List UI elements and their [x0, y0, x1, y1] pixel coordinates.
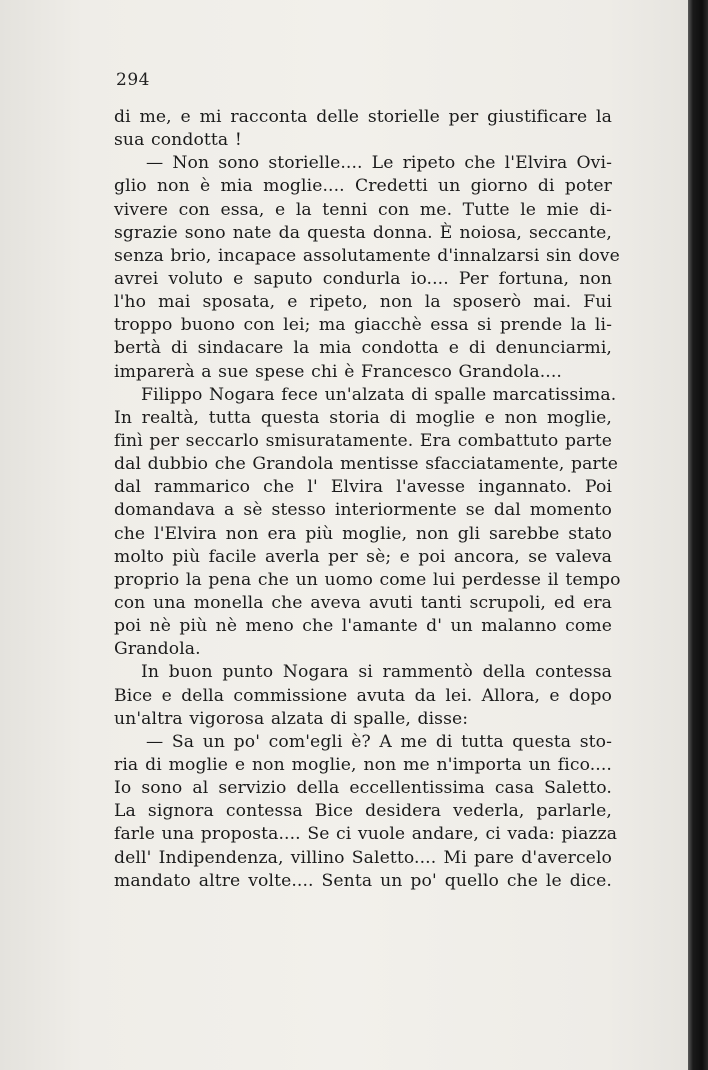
text-line: proprio la pena che un uomo come lui perdesse il tempo	[114, 569, 621, 590]
text-line: vivere con essa, e la tenni con me. Tutte le mie di-	[114, 199, 612, 220]
text-line: — Sa un po' com'egli è? A me di tutta questa sto-	[146, 731, 612, 752]
text-line: bertà di sindacare la mia condotta e di denunciarmi,	[114, 338, 612, 359]
text-line: dell' Indipendenza, villino Saletto.... Mi pare d'avercelo	[114, 847, 612, 868]
text-line: sua condotta !	[114, 130, 242, 151]
text-line: con una monella che aveva avuti tanti scrupoli, ed era	[114, 592, 612, 613]
text-line: Io sono al servizio della eccellentissima casa Saletto.	[114, 778, 612, 799]
text-line: poi nè più nè meno che l'amante d' un malanno come	[114, 616, 612, 637]
text-line: dal rammarico che l' Elvira l'avesse ingannato. Poi	[114, 477, 612, 498]
text-line: farle una proposta.... Se ci vuole andare, ci vada: piazza	[114, 824, 618, 845]
text-line: sgrazie sono nate da questa donna. È noiosa, seccante,	[114, 222, 612, 243]
text-line: l'ho mai sposata, e ripeto, non la sposerò mai. Fui	[114, 292, 612, 313]
text-line: dal dubbio che Grandola mentisse sfacciatamente, parte	[114, 454, 619, 475]
text-line: Grandola.	[114, 639, 201, 660]
text-line: mandato altre volte.... Senta un po' quello che le dice.	[114, 870, 612, 891]
text-line: In buon punto Nogara si rammentò della contessa	[141, 662, 612, 683]
text-line: molto più facile averla per sè; e poi ancora, se valeva	[114, 546, 612, 567]
text-line: troppo buono con lei; ma giacchè essa si prende la li-	[114, 315, 612, 336]
text-line: imparerà a sue spese chi è Francesco Grandola....	[114, 361, 562, 382]
text-line: Bice e della commissione avuta da lei. Allora, e dopo	[114, 685, 612, 706]
text-line: senza brio, incapace assolutamente d'innalzarsi sin dove	[114, 245, 620, 266]
body-text	[114, 106, 621, 893]
text-line: finì per seccarlo smisuratamente. Era combattuto parte	[114, 430, 612, 451]
text-line: un'altra vigorosa alzata di spalle, disse:	[114, 708, 469, 729]
text-line: In realtà, tutta questa storia di moglie e non moglie,	[114, 407, 612, 428]
text-line: La signora contessa Bice desidera vederla, parlarle,	[114, 801, 612, 822]
text-line: domandava a sè stesso interiormente se dal momento	[114, 500, 612, 521]
text-line: di me, e mi racconta delle storielle per giustificare la	[114, 107, 612, 127]
text-line: che l'Elvira non era più moglie, non gli sarebbe stato	[114, 523, 612, 544]
text-line: ria di moglie e non moglie, non me n'importa un fico....	[114, 754, 612, 775]
text-line: glio non è mia moglie.... Credetti un giorno di poter	[114, 176, 612, 197]
text-line: Filippo Nogara fece un'alzata di spalle marcatissima.	[141, 384, 617, 405]
text-line: — Non sono storielle.... Le ripeto che l'Elvira Ovi-	[146, 153, 612, 174]
page-number: 294	[116, 70, 150, 90]
book-spine-edge	[688, 0, 708, 1070]
text-line: avrei voluto e saputo condurla io.... Per fortuna, non	[114, 268, 612, 289]
